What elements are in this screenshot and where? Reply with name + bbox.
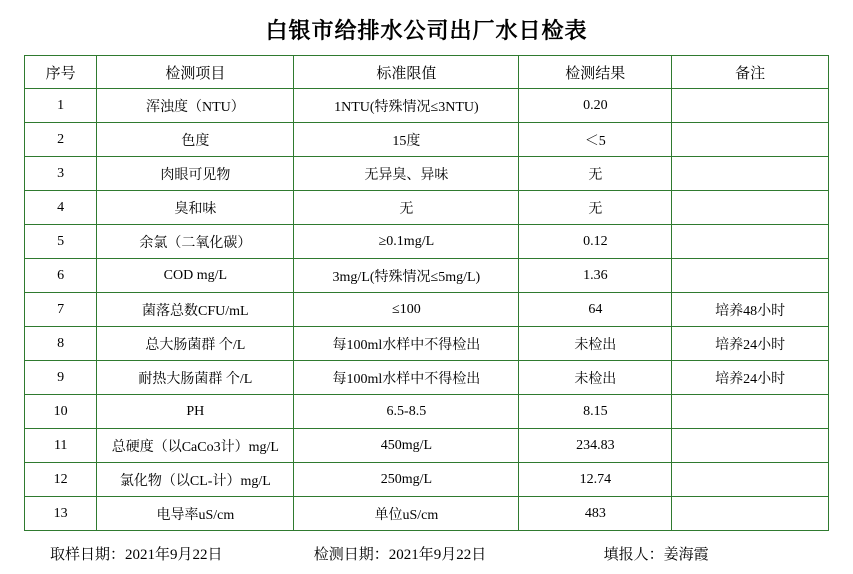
- cell-remark: [672, 463, 829, 497]
- cell-result: 483: [519, 497, 672, 531]
- cell-index: 9: [25, 361, 97, 395]
- cell-index: 2: [25, 123, 97, 157]
- cell-limit: 每100ml水样中不得检出: [294, 327, 519, 361]
- cell-result: 8.15: [519, 395, 672, 429]
- column-header-limit: 标准限值: [294, 56, 519, 89]
- table-row: [25, 123, 829, 157]
- cell-index: 10: [25, 395, 97, 429]
- cell-index: 8: [25, 327, 97, 361]
- cell-item: 臭和味: [97, 191, 294, 225]
- cell-item: 氯化物（以CL-计）mg/L: [97, 463, 294, 497]
- column-header-index: 序号: [25, 56, 97, 89]
- water-daily-inspection-table: [24, 55, 829, 531]
- cell-result: 未检出: [519, 361, 672, 395]
- table-row: [25, 293, 829, 327]
- cell-limit: 无异臭、异味: [294, 157, 519, 191]
- table-row: [25, 191, 829, 225]
- cell-limit: 450mg/L: [294, 429, 519, 463]
- cell-index: 1: [25, 89, 97, 123]
- table-row: [25, 259, 829, 293]
- table-row: [25, 157, 829, 191]
- cell-result: 0.20: [519, 89, 672, 123]
- cell-remark: [672, 429, 829, 463]
- cell-item: PH: [97, 395, 294, 429]
- cell-item: COD mg/L: [97, 259, 294, 293]
- cell-remark: [672, 157, 829, 191]
- table-row: [25, 327, 829, 361]
- cell-result: 0.12: [519, 225, 672, 259]
- cell-item: 余氯（二氧化碳）: [97, 225, 294, 259]
- sampling-date: 取样日期：2021年9月22日: [50, 547, 223, 563]
- cell-remark: [672, 497, 829, 531]
- table-row: [25, 429, 829, 463]
- cell-result: 1.36: [519, 259, 672, 293]
- table-row: [25, 225, 829, 259]
- cell-result: 无: [519, 191, 672, 225]
- table-row: [25, 463, 829, 497]
- cell-index: 3: [25, 157, 97, 191]
- table-row: [25, 497, 829, 531]
- cell-limit: 每100ml水样中不得检出: [294, 361, 519, 395]
- cell-index: 7: [25, 293, 97, 327]
- cell-index: 11: [25, 429, 97, 463]
- cell-item: 浑浊度（NTU）: [97, 89, 294, 123]
- cell-result: 无: [519, 157, 672, 191]
- cell-remark: [672, 191, 829, 225]
- cell-result: 未检出: [519, 327, 672, 361]
- report-table-container: [24, 55, 829, 531]
- cell-item: 总硬度（以CaCo3计）mg/L: [97, 429, 294, 463]
- page-title: 白银市给排水公司出厂水日检表: [265, 18, 588, 43]
- cell-result: 12.74: [519, 463, 672, 497]
- cell-index: 5: [25, 225, 97, 259]
- column-header-remark: 备注: [672, 56, 829, 89]
- cell-result: 234.83: [519, 429, 672, 463]
- cell-limit: ≤100: [294, 293, 519, 327]
- column-header-item: 检测项目: [97, 56, 294, 89]
- cell-index: 4: [25, 191, 97, 225]
- cell-item: 耐热大肠菌群 个/L: [97, 361, 294, 395]
- table-body: [25, 89, 829, 531]
- cell-index: 13: [25, 497, 97, 531]
- table-row: [25, 395, 829, 429]
- cell-remark: [672, 395, 829, 429]
- cell-remark: 培养24小时: [672, 361, 829, 395]
- cell-item: 色度: [97, 123, 294, 157]
- cell-index: 6: [25, 259, 97, 293]
- cell-item: 电导率uS/cm: [97, 497, 294, 531]
- cell-item: 肉眼可见物: [97, 157, 294, 191]
- test-date: 检测日期：2021年9月22日: [313, 547, 487, 563]
- cell-limit: 6.5-8.5: [294, 395, 519, 429]
- cell-limit: ≥0.1mg/L: [294, 225, 519, 259]
- document-footer: [24, 531, 829, 564]
- cell-limit: 15度: [294, 123, 519, 157]
- cell-limit: 1NTU(特殊情况≤3NTU): [294, 89, 519, 123]
- table-row: [25, 89, 829, 123]
- table-row: [25, 361, 829, 395]
- cell-limit: 无: [294, 191, 519, 225]
- column-header-result: 检测结果: [519, 56, 672, 89]
- cell-remark: 培养48小时: [672, 293, 829, 327]
- cell-remark: [672, 123, 829, 157]
- cell-limit: 250mg/L: [294, 463, 519, 497]
- cell-remark: 培养24小时: [672, 327, 829, 361]
- cell-index: 12: [25, 463, 97, 497]
- cell-remark: [672, 89, 829, 123]
- cell-item: 菌落总数CFU/mL: [97, 293, 294, 327]
- cell-limit: 3mg/L(特殊情况≤5mg/L): [294, 259, 519, 293]
- cell-item: 总大肠菌群 个/L: [97, 327, 294, 361]
- cell-limit: 单位uS/cm: [294, 497, 519, 531]
- table-header: [25, 56, 829, 89]
- cell-remark: [672, 259, 829, 293]
- cell-result: 64: [519, 293, 672, 327]
- table-header-row: [25, 56, 829, 89]
- cell-remark: [672, 225, 829, 259]
- reporter-name: 填报人：姜海霞: [603, 547, 709, 563]
- cell-result: ＜5: [519, 123, 672, 157]
